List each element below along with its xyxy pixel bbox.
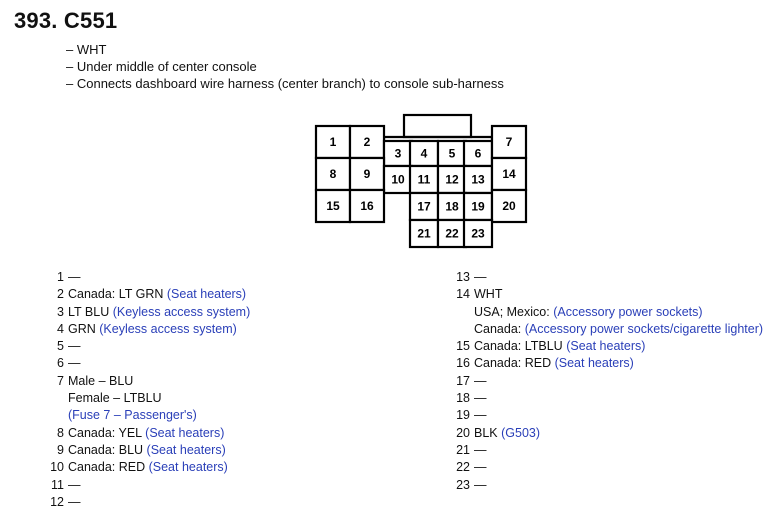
- pin-description: [68, 269, 81, 286]
- wire-info-text: Canada: BLU: [68, 442, 147, 457]
- pin-number: 10: [50, 460, 64, 475]
- pin-number-label: 9: [363, 167, 371, 181]
- pin-description-line: [474, 477, 487, 494]
- pinout-row-23: [434, 477, 763, 494]
- reference-link[interactable]: (Keyless access system): [99, 321, 237, 336]
- pin-number: 17: [456, 373, 470, 388]
- pin-description: [68, 425, 224, 442]
- pin-number-label: 6: [474, 146, 482, 161]
- pin-number-label: 11: [417, 172, 431, 187]
- pinout-row-14: [434, 286, 763, 338]
- pin-description-line: [68, 459, 228, 476]
- pin-description-line: [474, 355, 634, 372]
- pin-description: [68, 355, 81, 372]
- wire-info-text: Canada: RED: [474, 356, 555, 371]
- pin-description-line: [68, 373, 197, 390]
- reference-link[interactable]: (Keyless access system): [112, 304, 251, 319]
- note-location: – Under middle of center console: [66, 59, 257, 74]
- reference-link[interactable]: (Seat heaters): [145, 425, 225, 440]
- pinout-row-11: [28, 477, 250, 494]
- pin-number-label: 8: [329, 167, 337, 181]
- wire-info-text: —: [68, 494, 81, 509]
- wire-info-text: Canada: YEL: [68, 425, 146, 440]
- wire-info-text: Canada: LT GRN: [68, 287, 167, 302]
- wire-info-text: —: [474, 460, 487, 475]
- wire-info-text: Canada: LTBLU: [474, 339, 567, 354]
- pin-number-label: 7: [505, 135, 513, 149]
- pin-description-line: [474, 286, 763, 303]
- note-color: – WHT: [66, 42, 107, 57]
- pin-description-line: [68, 269, 81, 286]
- pinout-row-18: [434, 390, 763, 407]
- wire-info-text: —: [68, 339, 81, 354]
- pin-description: [474, 442, 487, 459]
- pin-number-label: 23: [471, 226, 485, 241]
- pin-number-label: 22: [445, 226, 459, 241]
- pin-description-line: [474, 373, 487, 390]
- wire-info-text: Canada:: [474, 321, 525, 336]
- pinout-row-16: [434, 355, 763, 372]
- pinout-row-5: [28, 338, 250, 355]
- pin-number: 20: [456, 425, 470, 440]
- pin-number: 19: [456, 408, 470, 423]
- pin-description: [68, 477, 81, 494]
- pinout-list-left: [28, 269, 250, 511]
- pin-number: 5: [57, 339, 64, 354]
- pin-number-label: 1: [329, 135, 337, 149]
- pin-description-line: [474, 459, 487, 476]
- wire-info-text: —: [474, 408, 487, 423]
- pinout-row-12: [28, 494, 250, 511]
- pin-description: [474, 269, 487, 286]
- pin-description: [474, 286, 763, 338]
- reference-link[interactable]: (G503): [501, 425, 541, 440]
- wire-info-text: Male – BLU: [68, 373, 134, 388]
- pin-number: 2: [57, 287, 64, 302]
- pin-number-label: 3: [394, 146, 402, 161]
- pinout-row-7: [28, 373, 250, 425]
- pin-number-label: 19: [471, 199, 485, 214]
- pin-number: 4: [57, 321, 64, 336]
- pin-description-line: [474, 338, 645, 355]
- pin-description: [68, 304, 250, 321]
- pin-number: 11: [51, 477, 64, 492]
- pin-description-line: [474, 269, 487, 286]
- pinout-row-22: [434, 459, 763, 476]
- wire-info-text: —: [474, 477, 487, 492]
- pin-number: 22: [456, 460, 470, 475]
- pin-number-label: 10: [391, 172, 405, 187]
- pin-description: [474, 407, 487, 424]
- reference-link[interactable]: (Fuse 7 – Passenger's): [68, 408, 197, 423]
- pin-description: [474, 355, 634, 372]
- pinout-row-20: [434, 425, 763, 442]
- pin-description-line: [68, 321, 237, 338]
- pinout-row-13: [434, 269, 763, 286]
- pin-number-label: 20: [502, 199, 516, 213]
- pin-number-label: 13: [471, 172, 485, 187]
- note-connection: – Connects dashboard wire harness (center branch) to console sub-harness: [66, 76, 504, 91]
- wire-info-text: WHT: [474, 287, 503, 302]
- pin-description-line: [474, 390, 487, 407]
- pin-description: [474, 477, 487, 494]
- pinout-row-15: [434, 338, 763, 355]
- reference-link[interactable]: (Seat heaters): [554, 356, 634, 371]
- connector-face-diagram: [314, 112, 530, 252]
- pin-description-line: [68, 286, 246, 303]
- pin-description-line: [474, 321, 763, 338]
- pin-number: 7: [57, 373, 64, 388]
- reference-link[interactable]: (Seat heaters): [146, 442, 226, 457]
- pin-description-line: [68, 477, 81, 494]
- pin-number: 8: [57, 425, 64, 440]
- wire-info-text: Canada: RED: [68, 460, 149, 475]
- pin-number: 1: [57, 270, 64, 284]
- pinout-list-right: [434, 269, 763, 494]
- connector-title: 393. C551: [14, 8, 118, 33]
- pinout-row-2: [28, 286, 250, 303]
- pin-description-line: [68, 425, 224, 442]
- pin-description-line: [474, 304, 763, 321]
- pin-description-line: [68, 390, 197, 407]
- pin-description: [68, 373, 197, 425]
- pinout-row-3: [28, 304, 250, 321]
- pinout-row-4: [28, 321, 250, 338]
- reference-link[interactable]: (Accessory power sockets): [553, 304, 703, 319]
- pin-number: 23: [456, 477, 470, 492]
- pinout-row-8: [28, 425, 250, 442]
- wire-info-text: —: [68, 356, 81, 371]
- pin-description-line: [68, 407, 197, 424]
- pin-description-line: [474, 407, 487, 424]
- pinout-row-21: [434, 442, 763, 459]
- pin-description: [68, 459, 228, 476]
- pin-description-line: [68, 304, 250, 321]
- pin-description: [474, 373, 487, 390]
- pin-number: 18: [456, 391, 470, 406]
- wire-info-text: —: [474, 391, 487, 406]
- pin-number-label: 14: [502, 167, 516, 181]
- pin-number-label: 12: [445, 172, 459, 187]
- pin-number: 15: [456, 339, 470, 354]
- pin-description-line: [474, 442, 487, 459]
- reference-link[interactable]: (Seat heaters): [148, 460, 228, 475]
- connector-notes: [66, 41, 504, 92]
- wire-info-text: Female – LTBLU: [68, 391, 162, 406]
- wire-info-text: LT BLU: [68, 304, 113, 319]
- pin-number: 14: [456, 287, 470, 302]
- wire-info-text: USA; Mexico:: [474, 304, 554, 319]
- pin-description-line: [68, 442, 226, 459]
- pinout-row-10: [28, 459, 250, 476]
- pin-number: 3: [57, 304, 64, 319]
- wire-info-text: BLK: [474, 425, 502, 440]
- pin-description: [68, 286, 246, 303]
- pin-number: 21: [456, 442, 470, 457]
- pinout-row-17: [434, 373, 763, 390]
- pin-description-line: [68, 355, 81, 372]
- pin-description-line: [68, 494, 81, 511]
- pin-number-label: 18: [445, 199, 459, 214]
- pin-description: [474, 390, 487, 407]
- pinout-row-19: [434, 407, 763, 424]
- reference-link[interactable]: (Accessory power sockets/cigarette lighter): [524, 321, 764, 336]
- wire-info-text: —: [474, 373, 487, 388]
- pin-number-label: 15: [326, 199, 340, 213]
- pin-number-label: 21: [417, 226, 431, 241]
- pin-description: [474, 459, 487, 476]
- wire-info-text: —: [68, 477, 81, 492]
- pin-number-label: 16: [360, 199, 374, 213]
- pin-description-line: [68, 338, 81, 355]
- pin-number: 9: [57, 442, 64, 457]
- pin-description: [474, 425, 540, 442]
- wire-info-text: —: [68, 270, 81, 284]
- pin-description-line: [474, 425, 540, 442]
- pin-number-label: 4: [420, 146, 428, 161]
- reference-link[interactable]: (Seat heaters): [166, 287, 247, 302]
- wire-info-text: —: [474, 270, 487, 284]
- reference-link[interactable]: (Seat heaters): [566, 339, 646, 354]
- pin-description: [474, 338, 645, 355]
- pinout-row-9: [28, 442, 250, 459]
- pin-description: [68, 494, 81, 511]
- pin-description: [68, 338, 81, 355]
- pin-description: [68, 321, 237, 338]
- pinout-row-6: [28, 355, 250, 372]
- pin-number-label: 5: [448, 146, 456, 161]
- pin-number: 16: [456, 356, 470, 371]
- pin-number-label: 17: [417, 199, 431, 214]
- wire-info-text: —: [474, 442, 487, 457]
- pin-number: 12: [50, 494, 64, 509]
- pin-description: [68, 442, 226, 459]
- pinout-row-1: [28, 269, 250, 286]
- connector-latch: [404, 115, 471, 137]
- wire-info-text: GRN: [68, 321, 100, 336]
- pin-number-label: 2: [363, 135, 371, 149]
- pin-number: 6: [57, 356, 64, 371]
- pin-number: 13: [456, 270, 470, 284]
